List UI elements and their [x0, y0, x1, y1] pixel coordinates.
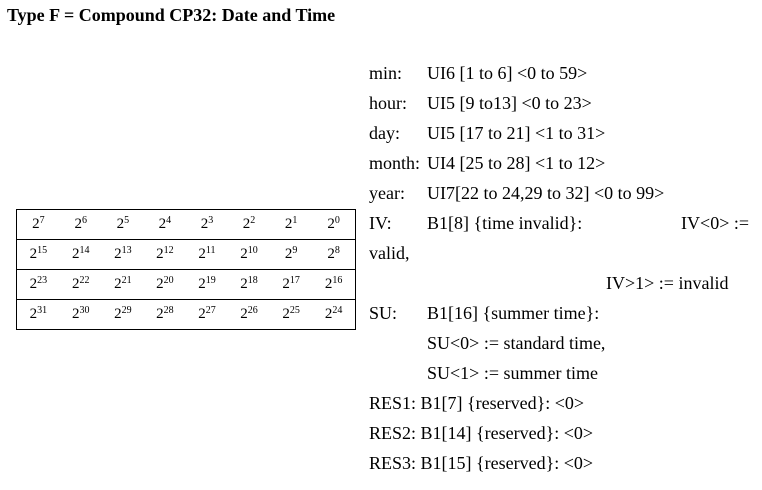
- bit-exponent: 20: [163, 275, 174, 286]
- bit-base: 2: [324, 276, 333, 292]
- bit-cell: [186, 300, 228, 330]
- bit-base: 2: [156, 306, 164, 322]
- bit-exponent: 24: [332, 305, 343, 316]
- bit-cell: [102, 270, 144, 300]
- bit-cell: [186, 210, 228, 240]
- bit-exponent: 14: [79, 245, 90, 256]
- bit-cell: [228, 240, 270, 270]
- bit-cell: [312, 270, 355, 300]
- bit-cell: [186, 240, 228, 270]
- bit-exponent: 29: [121, 305, 132, 316]
- bit-exponent: 16: [332, 275, 343, 286]
- su-standard: SU<0> := standard time,: [427, 333, 606, 353]
- bit-base: 2: [156, 276, 164, 292]
- bit-exponent: 6: [82, 215, 88, 226]
- bit-exponent: 8: [334, 245, 340, 256]
- bit-cell: [270, 270, 312, 300]
- bit-cell: [312, 210, 355, 240]
- bit-cell: [102, 210, 144, 240]
- bit-row: [17, 240, 356, 270]
- bit-exponent: 11: [205, 245, 216, 256]
- month-description: UI4 [25 to 28] <1 to 12>: [427, 153, 606, 173]
- bit-exponent: 19: [205, 275, 216, 286]
- min-label: min:: [369, 63, 403, 83]
- bit-base: 2: [158, 216, 167, 232]
- bit-exponent: 22: [79, 275, 90, 286]
- bit-exponent: 0: [334, 215, 340, 226]
- bit-cell: [270, 240, 312, 270]
- bit-exponent: 26: [247, 305, 258, 316]
- bit-exponent: 30: [79, 305, 90, 316]
- bit-exponent: 4: [166, 215, 172, 226]
- bit-cell: [60, 210, 102, 240]
- bit-base: 2: [114, 246, 122, 262]
- bit-exponent: 31: [37, 305, 48, 316]
- bit-base: 2: [327, 246, 335, 262]
- bit-base: 2: [198, 276, 206, 292]
- bit-base: 2: [324, 306, 333, 322]
- bit-cell: [17, 240, 60, 270]
- bit-base: 2: [284, 246, 293, 262]
- bit-base: 2: [240, 276, 248, 292]
- bit-cell: [144, 300, 186, 330]
- bit-base: 2: [200, 216, 209, 232]
- bit-base: 2: [29, 306, 38, 322]
- bit-base: 2: [284, 216, 293, 232]
- day-description: UI5 [17 to 21] <1 to 31>: [427, 123, 606, 143]
- iv-invalid: IV>1> := invalid: [606, 273, 729, 293]
- bit-row: [17, 270, 356, 300]
- res2-description: RES2: B1[14] {reserved}: <0>: [369, 423, 594, 443]
- bit-cell: [186, 270, 228, 300]
- bit-base: 2: [72, 246, 80, 262]
- bit-base: 2: [72, 306, 80, 322]
- bit-exponent: 23: [37, 275, 48, 286]
- bit-base: 2: [29, 276, 38, 292]
- bit-base: 2: [72, 276, 80, 292]
- bit-row: [17, 210, 356, 240]
- su-description: B1[16] {summer time}:: [427, 303, 600, 323]
- hour-label: hour:: [369, 93, 407, 113]
- bit-base: 2: [242, 216, 251, 232]
- bit-exponent: 17: [289, 275, 300, 286]
- bit-exponent: 3: [208, 215, 214, 226]
- bit-base: 2: [29, 246, 38, 262]
- bit-exponent: 15: [37, 245, 48, 256]
- bit-cell: [17, 270, 60, 300]
- bit-cell: [270, 210, 312, 240]
- bit-cell: [228, 300, 270, 330]
- bit-cell: [60, 240, 102, 270]
- bit-exponent: 5: [124, 215, 130, 226]
- month-label: month:: [369, 153, 421, 173]
- page-title: Type F = Compound CP32: Date and Time: [7, 5, 336, 25]
- bit-cell: [312, 300, 355, 330]
- res3-description: RES3: B1[15] {reserved}: <0>: [369, 453, 594, 473]
- iv-label: IV:: [369, 213, 392, 233]
- bit-cell: [312, 240, 355, 270]
- bit-cell: [17, 300, 60, 330]
- bit-exponent: 21: [121, 275, 132, 286]
- su-summer: SU<1> := summer time: [427, 363, 598, 383]
- bit-cell: [60, 270, 102, 300]
- bit-exponent: 1: [292, 215, 298, 226]
- bit-cell: [144, 210, 186, 240]
- bit-base: 2: [198, 306, 206, 322]
- bit-cell: [144, 240, 186, 270]
- bit-cell: [228, 270, 270, 300]
- res1-description: RES1: B1[7] {reserved}: <0>: [369, 393, 585, 413]
- bit-cell: [17, 210, 60, 240]
- bit-base: 2: [282, 276, 290, 292]
- bit-exponent: 10: [247, 245, 258, 256]
- bit-layout-table: [16, 209, 356, 330]
- bit-cell: [60, 300, 102, 330]
- iv-valid-code: IV<0> :=: [681, 213, 749, 233]
- bit-base: 2: [198, 246, 206, 262]
- bit-base: 2: [156, 246, 164, 262]
- bit-exponent: 13: [121, 245, 132, 256]
- bit-exponent: 27: [205, 305, 216, 316]
- bit-cell: [144, 270, 186, 300]
- bit-exponent: 9: [292, 245, 298, 256]
- bit-base: 2: [114, 306, 122, 322]
- bit-base: 2: [116, 216, 125, 232]
- bit-base: 2: [327, 216, 335, 232]
- bit-exponent: 2: [250, 215, 256, 226]
- bit-cell: [270, 300, 312, 330]
- bit-base: 2: [240, 246, 248, 262]
- bit-base: 2: [282, 306, 290, 322]
- bit-cell: [102, 240, 144, 270]
- bit-base: 2: [114, 276, 122, 292]
- min-description: UI6 [1 to 6] <0 to 59>: [427, 63, 588, 83]
- iv-valid-word: valid,: [369, 243, 410, 263]
- bit-exponent: 18: [247, 275, 258, 286]
- su-label: SU:: [369, 303, 398, 323]
- bit-base: 2: [240, 306, 248, 322]
- bit-exponent: 28: [163, 305, 174, 316]
- hour-description: UI5 [9 to13] <0 to 23>: [427, 93, 592, 113]
- bit-base: 2: [32, 216, 40, 232]
- year-label: year:: [369, 183, 405, 203]
- bit-exponent: 25: [289, 305, 300, 316]
- bit-row: [17, 300, 356, 330]
- bit-exponent: 12: [163, 245, 174, 256]
- bit-cell: [102, 300, 144, 330]
- year-description: UI7[22 to 24,29 to 32] <0 to 99>: [427, 183, 665, 203]
- iv-description: B1[8] {time invalid}:: [427, 213, 583, 233]
- bit-cell: [228, 210, 270, 240]
- bit-exponent: 7: [39, 215, 45, 226]
- bit-base: 2: [74, 216, 83, 232]
- day-label: day:: [369, 123, 400, 143]
